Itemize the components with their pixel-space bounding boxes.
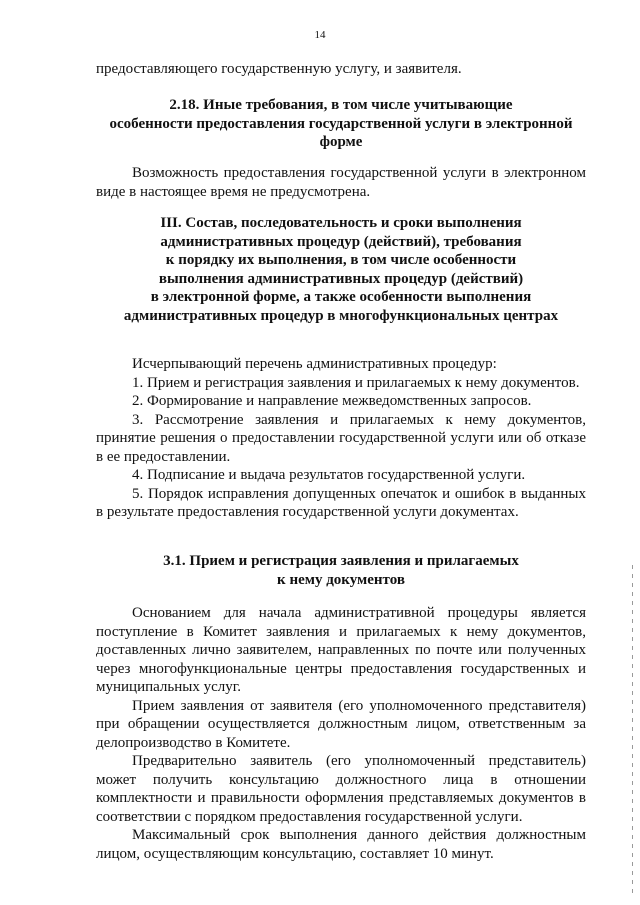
heading-line: административных процедур (действий), требования: [160, 233, 522, 250]
section-3-1-heading: [96, 552, 586, 589]
page-number: 14: [314, 29, 326, 41]
heading-line: форме: [319, 134, 363, 150]
heading-line: особенности предоставления государственной услуги в электронной: [109, 115, 573, 132]
body-paragraph: Предварительно заявитель (его уполномоченный представитель) может получить консультацию должностного лица в отношении комплектности и правильности оформления представляемых документов в соответствии с порядком предоставления государственной услуги.: [96, 753, 586, 825]
list-item: 3. Рассмотрение заявления и прилагаемых к нему документов, принятие решения о предоставлении государственной услуги или об отказе в ее предоставлении.: [96, 411, 586, 465]
section-2-18-paragraph: Возможность предоставления государственной услуги в электронном виде в настоящее время не предусмотрена.: [96, 165, 586, 200]
list-item: 1. Прием и регистрация заявления и прилагаемых к нему документов.: [132, 374, 580, 391]
list-intro: Исчерпывающий перечень административных процедур:: [132, 356, 497, 372]
section-3-1-body: [96, 604, 586, 863]
scan-edge-line: [632, 565, 633, 895]
body-paragraph: Основанием для начала административной процедуры является поступление в Комитет заявления и прилагаемых к нему документов, доставленных лично заявителем, направленных по почте или полученных через многофункциональные центры предоставления государственных и муниципальных услуг.: [96, 605, 586, 695]
procedure-list: [96, 355, 586, 522]
body-paragraph: Прием заявления от заявителя (его уполномоченного представителя) при обращении осуществляется должностным лицом, ответственным за делопроизводство в Комитете.: [96, 697, 586, 751]
body-paragraph: Максимальный срок выполнения данного действия должностным лицом, осуществляющим консультацию, составляет 10 минут.: [96, 827, 586, 862]
heading-line: к порядку их выполнения, в том числе особенности: [165, 252, 517, 268]
heading-line: 3.1. Прием и регистрация заявления и прилагаемых: [163, 553, 519, 569]
list-item: 2. Формирование и направление межведомственных запросов.: [132, 393, 532, 409]
heading-line: в электронной форме, а также особенности выполнения: [150, 289, 532, 305]
list-item: 4. Подписание и выдача результатов государственной услуги.: [132, 467, 526, 483]
heading-line: административных процедур в многофункциональных центрах: [123, 307, 559, 324]
list-item: 5. Порядок исправления допущенных опечаток и ошибок в выданных в результате предоставления государственной услуги документах.: [96, 485, 586, 520]
section-3-heading: [96, 214, 586, 325]
heading-line: к нему документов: [277, 571, 405, 588]
heading-line: III. Состав, последовательность и сроки выполнения: [160, 215, 522, 231]
section-2-18-heading: [96, 96, 586, 152]
intro-line: предоставляющего государственную услугу, и заявителя.: [96, 61, 462, 77]
heading-line: выполнения административных процедур (действий): [158, 270, 524, 287]
heading-line: 2.18. Иные требования, в том числе учитывающие: [169, 97, 513, 113]
